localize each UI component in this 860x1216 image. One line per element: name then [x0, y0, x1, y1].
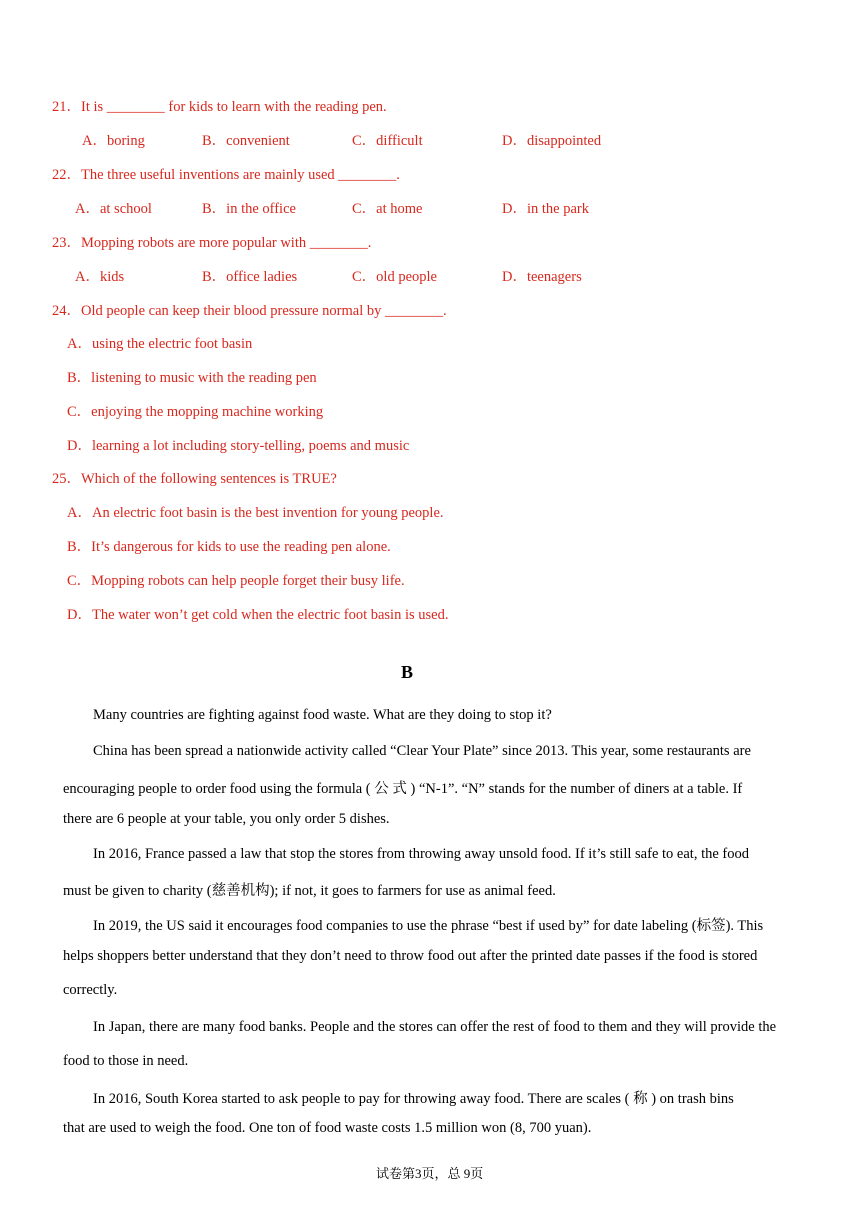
- q21-option-b[interactable]: B．convenient: [202, 133, 290, 149]
- question-23-stem: 23．Mopping robots are more popular with ________.: [52, 235, 372, 251]
- q22-option-a[interactable]: A．at school: [75, 201, 152, 217]
- q25-option-c[interactable]: C．Mopping robots can help people forget their busy life.: [67, 573, 405, 589]
- question-24-stem: 24．Old people can keep their blood pressure normal by ________.: [52, 303, 447, 319]
- q23-option-d[interactable]: D．teenagers: [502, 269, 582, 285]
- page-footer: 试卷第3页，总 9页: [376, 1166, 484, 1181]
- q24-option-b[interactable]: B．listening to music with the reading pen: [67, 370, 317, 386]
- passage-line: In 2016, South Korea started to ask people to pay for throwing away food. There are scales ( 称 ) on trash bins: [93, 1091, 734, 1107]
- passage-line: food to those in need.: [63, 1053, 189, 1069]
- q22-option-d[interactable]: D．in the park: [502, 201, 589, 217]
- q24-option-d[interactable]: D．learning a lot including story-telling, poems and music: [67, 438, 410, 454]
- passage-line: In Japan, there are many food banks. People and the stores can offer the rest of food to them and they will provide the: [93, 1019, 777, 1035]
- passage-line: helps shoppers better understand that they don’t need to throw food out after the printed date passes if the food is stored: [63, 948, 758, 964]
- q22-option-b[interactable]: B．in the office: [202, 201, 296, 217]
- q21-option-c[interactable]: C．difficult: [352, 133, 423, 149]
- passage-line: must be given to charity (慈善机构); if not, it goes to farmers for use as animal feed.: [63, 883, 556, 899]
- section-heading: B: [401, 662, 414, 682]
- q23-option-a[interactable]: A．kids: [75, 269, 125, 285]
- q21-option-a[interactable]: A．boring: [82, 133, 145, 149]
- passage-line: In 2019, the US said it encourages food companies to use the phrase “best if used by” for date labeling (标签). This: [93, 918, 764, 934]
- q24-option-a[interactable]: A．using the electric foot basin: [67, 336, 253, 352]
- passage-line: that are used to weigh the food. One ton of food waste costs 1.5 million won (8, 700 yuan).: [63, 1120, 592, 1136]
- passage-line: encouraging people to order food using the formula ( 公 式 ) “N-1”. “N” stands for the number of diners at a table. If: [63, 781, 743, 797]
- q25-option-d[interactable]: D．The water won’t get cold when the electric foot basin is used.: [67, 607, 449, 623]
- q21-option-d[interactable]: D．disappointed: [502, 133, 602, 149]
- q25-option-b[interactable]: B．It’s dangerous for kids to use the reading pen alone.: [67, 539, 391, 555]
- passage-line: correctly.: [63, 982, 118, 998]
- question-25-stem: 25．Which of the following sentences is TRUE?: [52, 471, 337, 487]
- q23-option-b[interactable]: B．office ladies: [202, 269, 298, 285]
- q24-option-c[interactable]: C．enjoying the mopping machine working: [67, 404, 324, 420]
- passage-line: Many countries are fighting against food waste. What are they doing to stop it?: [93, 707, 552, 723]
- q25-option-a[interactable]: A．An electric foot basin is the best invention for young people.: [67, 505, 444, 521]
- passage-line: there are 6 people at your table, you only order 5 dishes.: [63, 811, 390, 827]
- q22-option-c[interactable]: C．at home: [352, 201, 423, 217]
- passage-line: In 2016, France passed a law that stop the stores from throwing away unsold food. If it’s still safe to eat, the food: [93, 846, 749, 862]
- passage-line: China has been spread a nationwide activity called “Clear Your Plate” since 2013. This year, some restaurants are: [93, 743, 751, 759]
- question-22-stem: 22．The three useful inventions are mainly used ________.: [52, 167, 400, 183]
- q23-option-c[interactable]: C．old people: [352, 269, 437, 285]
- question-21-stem: 21．It is ________ for kids to learn with the reading pen.: [52, 99, 387, 115]
